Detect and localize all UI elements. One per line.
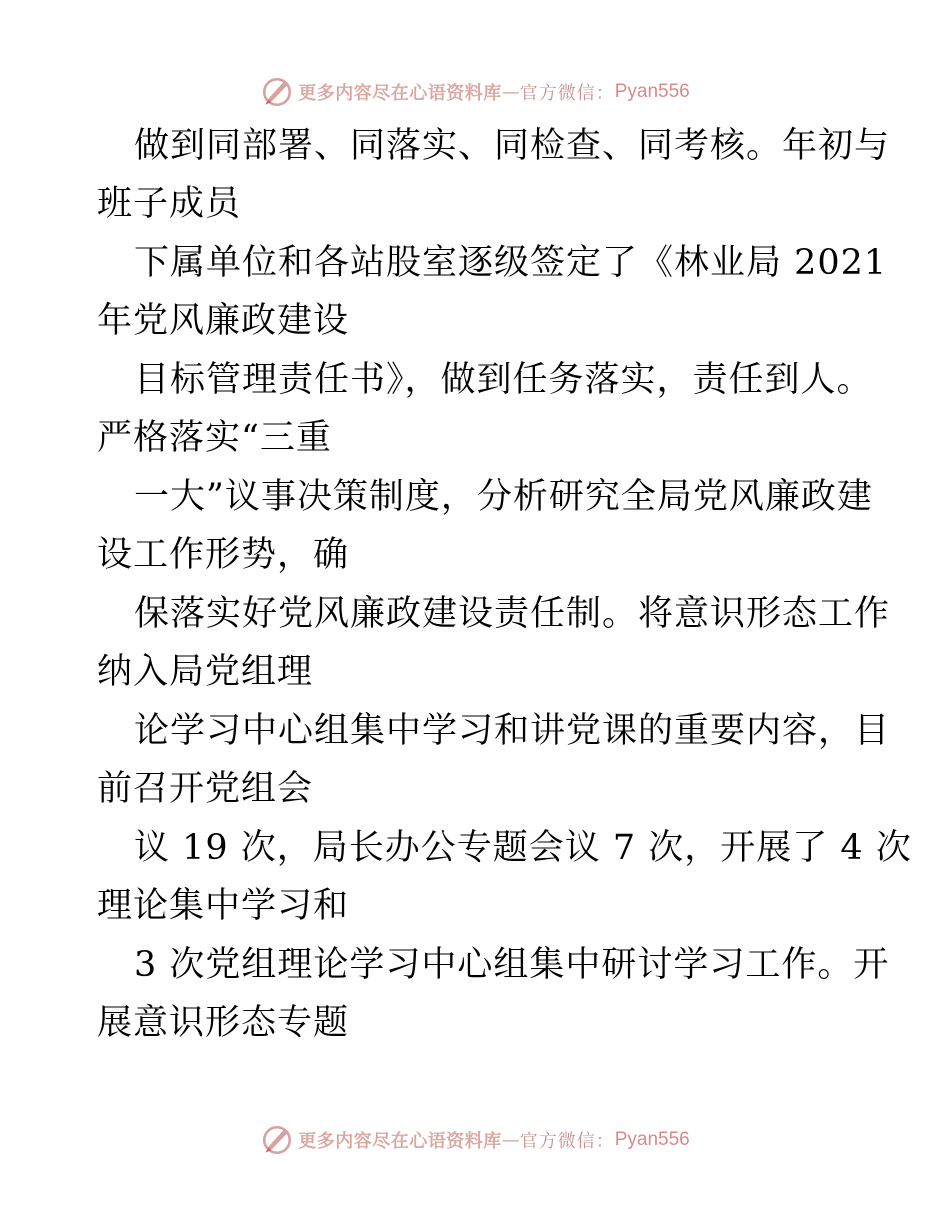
header-watermark-dash: — [501, 81, 520, 103]
footer-watermark-dash: — [501, 1129, 520, 1151]
body-line-3: 下属单位和各站股室逐级签定了《林业局 2021 [134, 243, 888, 283]
body-line-10: 纳入局党组理 [97, 652, 314, 692]
pen-logo-icon [260, 1123, 294, 1157]
footer-watermark-wechat-id: Pyan556 [614, 1129, 690, 1150]
body-line-4: 年党风廉政建设 [97, 301, 350, 341]
footer-watermark [0, 1120, 950, 1160]
body-line-14: 理论集中学习和 [97, 886, 350, 926]
body-line-15: 3 次党组理论学习中心组集中研讨学习工作。开 [134, 945, 890, 985]
header-watermark-title: 更多内容尽在心语资料库 [298, 83, 502, 104]
body-line-2: 班子成员 [97, 184, 242, 224]
body-line-13: 议 19 次，局长办公专题会议 7 次，开展了 4 次 [134, 828, 912, 868]
body-line-8: 设工作形势，确 [97, 535, 350, 575]
body-line-16: 展意识形态专题 [97, 1003, 350, 1043]
footer-watermark-wechat-label: 官方微信： [519, 1131, 615, 1152]
pen-logo-icon [260, 75, 294, 109]
header-watermark-wechat-id: Pyan556 [614, 81, 690, 102]
body-line-5: 目标管理责任书》，做到任务落实，责任到人。 [134, 360, 873, 400]
body-line-12: 前召开党组会 [97, 769, 314, 809]
body-line-1: 做到同部署、同落实、同检查、同考核。年初与 [134, 126, 891, 166]
body-line-11: 论学习中心组集中学习和讲党课的重要内容，目 [134, 711, 891, 751]
header-watermark-wechat-label: 官方微信： [519, 83, 615, 104]
body-line-9: 保落实好党风廉政建设责任制。将意识形态工作 [134, 594, 891, 634]
footer-watermark-title: 更多内容尽在心语资料库 [298, 1131, 502, 1152]
body-line-7: 一大”议事决策制度，分析研究全局党风廉政建 [134, 477, 873, 517]
body-line-6: 严格落实“三重 [97, 418, 332, 458]
header-watermark [0, 72, 950, 112]
